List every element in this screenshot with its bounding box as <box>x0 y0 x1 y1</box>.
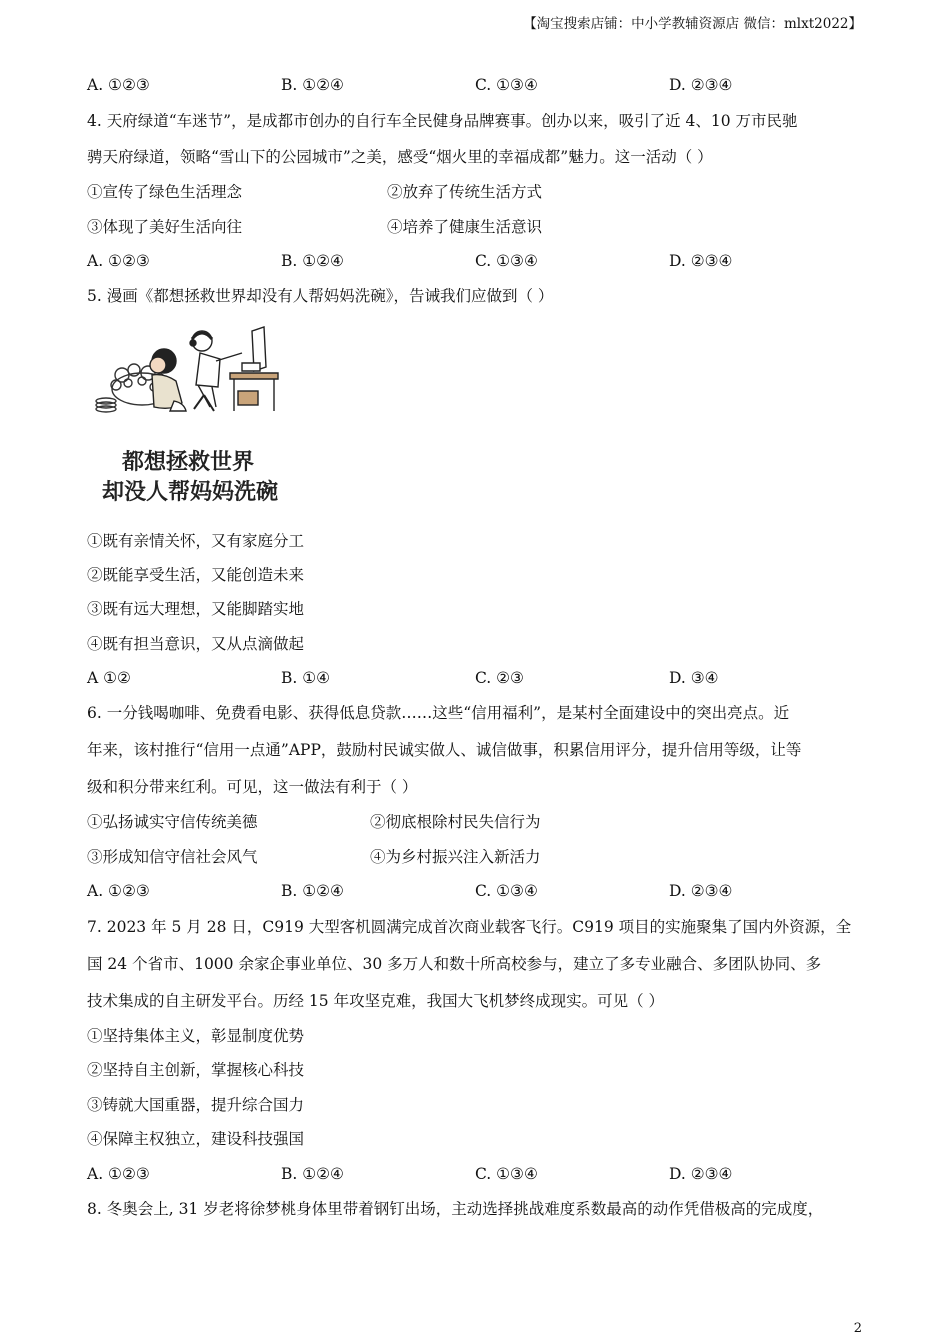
q6-item-4: ④为乡村振兴注入新活力 <box>370 848 541 866</box>
q7-option-d: D. ②③④ <box>669 1165 733 1183</box>
q4-option-d: D. ②③④ <box>669 252 733 270</box>
q4-item-1: ①宣传了绿色生活理念 <box>87 183 243 201</box>
q5-item-4: ④既有担当意识，又从点滴做起 <box>87 635 305 653</box>
q5-option-c: C. ②③ <box>475 669 524 687</box>
q3-option-a: A. ①②③ <box>87 76 150 94</box>
q6-item-3: ③形成知信守信社会风气 <box>87 848 258 866</box>
q7-item-1: ①坚持集体主义，彰显制度优势 <box>87 1027 305 1045</box>
q7-option-a: A. ①②③ <box>87 1165 150 1183</box>
q7-stem-line3: 技术集成的自主研发平台。历经 15 年攻坚克难，我国大飞机梦终成现实。可见（ ） <box>87 992 665 1010</box>
q5-item-1: ①既有亲情关怀，又有家庭分工 <box>87 532 305 550</box>
q7-item-3: ③铸就大国重器，提升综合国力 <box>87 1096 305 1114</box>
q6-item-2: ②彻底根除村民失信行为 <box>370 813 541 831</box>
cartoon-caption-line1: 都想拯救世界 <box>122 450 255 475</box>
q6-option-d: D. ②③④ <box>669 882 733 900</box>
q6-option-a: A. ①②③ <box>87 882 150 900</box>
q4-item-4: ④培养了健康生活意识 <box>387 218 543 236</box>
q5-option-b: B. ①④ <box>281 669 331 687</box>
q4-item-2: ②放弃了传统生活方式 <box>387 183 543 201</box>
q5-option-d: D. ③④ <box>669 669 719 687</box>
q8-stem-line1: 8. 冬奥会上, 31 岁老将徐梦桃身体里带着钢钉出场，主动选择挑战难度系数最高的动作凭借极高的完成度， <box>87 1200 824 1218</box>
q7-stem-line2: 国 24 个省市、1000 余家企事业单位、30 多万人和数十所高校参与，建立了多专业融合、多团队协同、多 <box>87 955 822 973</box>
q6-option-b: B. ①②④ <box>281 882 344 900</box>
q4-item-3: ③体现了美好生活向往 <box>87 218 243 236</box>
q5-item-3: ③既有远大理想，又能脚踏实地 <box>87 600 305 618</box>
q6-stem-line2: 年来，该村推行“信用一点通”APP，鼓励村民诚实做人、诚信做事，积累信用评分，提升信用等级，让等 <box>87 741 802 759</box>
q5-item-2: ②既能享受生活，又能创造未来 <box>87 566 305 584</box>
q4-stem-line2: 骋天府绿道，领略“雪山下的公园城市”之美，感受“烟火里的幸福成都”魅力。这一活动（ ） <box>87 148 713 166</box>
page-number: 2 <box>853 1321 862 1336</box>
q4-option-b: B. ①②④ <box>281 252 344 270</box>
q7-item-4: ④保障主权独立，建设科技强国 <box>87 1130 305 1148</box>
q7-option-b: B. ①②④ <box>281 1165 344 1183</box>
q7-item-2: ②坚持自主创新，掌握核心科技 <box>87 1061 305 1079</box>
q3-option-b: B. ①②④ <box>281 76 344 94</box>
q4-stem-line1: 4. 天府绿道“车迷节”，是成都市创办的自行车全民健身品牌赛事。创办以来，吸引了近 4、10 万市民驰 <box>87 112 798 130</box>
q4-option-a: A. ①②③ <box>87 252 150 270</box>
cartoon-illustration <box>92 323 287 513</box>
q5-stem: 5. 漫画《都想拯救世界却没有人帮妈妈洗碗》，告诫我们应做到（ ） <box>87 287 554 305</box>
q6-option-c: C. ①③④ <box>475 882 538 900</box>
q3-option-c: C. ①③④ <box>475 76 538 94</box>
q4-option-c: C. ①③④ <box>475 252 538 270</box>
q5-option-a: A ①② <box>87 669 131 687</box>
q3-option-d: D. ②③④ <box>669 76 733 94</box>
q7-option-c: C. ①③④ <box>475 1165 538 1183</box>
q6-stem-line1: 6. 一分钱喝咖啡、免费看电影、获得低息贷款……这些“信用福利”，是某村全面建设中的突出亮点。近 <box>87 704 790 722</box>
q5-cartoon <box>92 323 287 517</box>
q7-stem-line1: 7. 2023 年 5 月 28 日，C919 大型客机圆满完成首次商业载客飞行。C919 项目的实施聚集了国内外资源，全 <box>87 918 852 936</box>
page-header: 【淘宝搜索店铺：中小学教辅资源店 微信：mlxt2022】 <box>523 16 862 32</box>
q6-item-1: ①弘扬诚实守信传统美德 <box>87 813 258 831</box>
q6-stem-line3: 级和积分带来红利。可见，这一做法有利于（ ） <box>87 778 418 796</box>
cartoon-caption-line2: 却没人帮妈妈洗碗 <box>102 480 279 505</box>
